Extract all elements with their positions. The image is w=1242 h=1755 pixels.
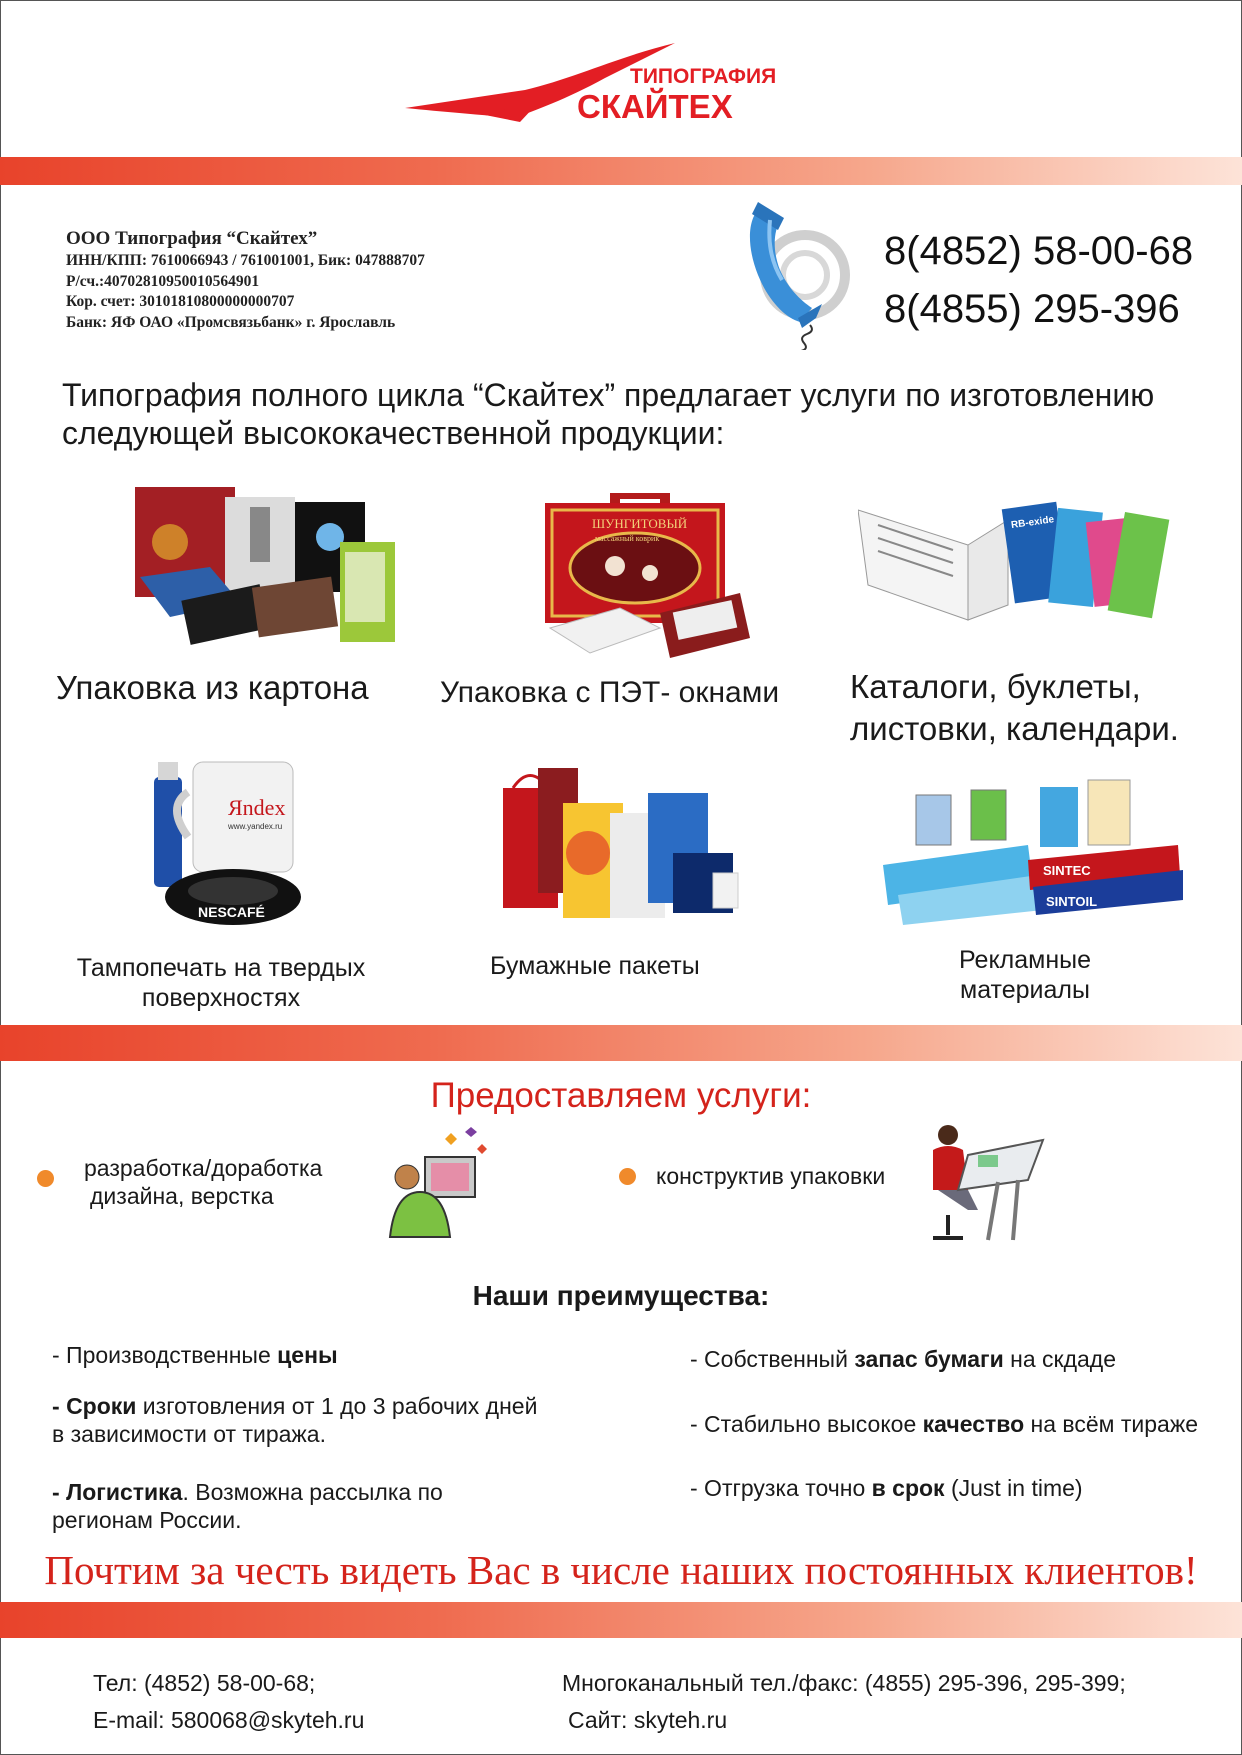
brochure-label: RB-exide bbox=[1010, 514, 1055, 532]
logo-line1: ТИПОГРАФИЯ bbox=[630, 65, 777, 88]
company-requisites bbox=[66, 227, 425, 333]
advantage-paper-bold: запас бумаги bbox=[854, 1346, 1004, 1372]
corr-account: Кор. счет: 30101810800000000707 bbox=[66, 293, 295, 310]
advantage-on-time bbox=[690, 1474, 1083, 1502]
top-gradient-band bbox=[0, 157, 1242, 185]
service-design bbox=[84, 1154, 322, 1210]
advantage-terms bbox=[52, 1392, 537, 1448]
advantage-logistics-bold: Логистика bbox=[66, 1479, 183, 1505]
advantage-quality bbox=[690, 1410, 1238, 1438]
advantage-terms-bold: Сроки bbox=[66, 1393, 137, 1419]
settlement-account: Р/сч.:40702810950010564901 bbox=[66, 272, 260, 290]
intro-text: Типография полного цикла “Скайтех” предлагает услуги по изготовлению следующей высококачественной продукции: bbox=[62, 377, 1155, 451]
catalogs-booklets-image bbox=[858, 490, 1170, 630]
ashtray-logo: NESCAFÉ bbox=[198, 904, 265, 920]
phone-2[interactable]: 8(4855) 295-396 bbox=[884, 287, 1180, 331]
product-title-paper-bags: Бумажные пакеты bbox=[490, 952, 700, 980]
bullet-icon bbox=[37, 1170, 54, 1187]
advantage-ontime-bold: в срок bbox=[871, 1475, 945, 1501]
advantage-paper-post: на скдаде bbox=[1003, 1346, 1116, 1372]
cardboard-packaging-image bbox=[130, 482, 405, 657]
bottom-gradient-band bbox=[0, 1602, 1242, 1638]
logo-line2: СКАЙТЕХ bbox=[577, 88, 733, 125]
footer-email[interactable]: E-mail: 580068@skyteh.ru bbox=[93, 1707, 365, 1733]
pad-line-1: Тампопечать на твердых bbox=[76, 954, 366, 982]
footer-phone[interactable]: Тел: (4852) 58-00-68; bbox=[93, 1670, 316, 1696]
middle-gradient-band bbox=[0, 1025, 1242, 1061]
advantage-quality-post: на всём тираже bbox=[1024, 1411, 1199, 1437]
advantage-prices-bold: цены bbox=[277, 1342, 338, 1368]
advantage-terms-text: изготовления от 1 до 3 рабочих дней bbox=[136, 1393, 538, 1419]
promo-line-1: Рекламные bbox=[958, 946, 1092, 974]
telephone-receiver-icon bbox=[740, 200, 850, 350]
product-title-pet: Упаковка с ПЭТ- окнами bbox=[440, 676, 780, 709]
advantage-ontime-post: (Just in time) bbox=[944, 1475, 1083, 1501]
product-title-promo bbox=[920, 945, 1130, 1005]
engineer-at-drafting-table-illustration bbox=[918, 1120, 1048, 1245]
designer-at-computer-illustration bbox=[385, 1127, 495, 1245]
pet-box-label-2: массажный коврик bbox=[595, 534, 660, 543]
footer-multichannel-phone[interactable]: Многоканальный тел./факс: (4855) 295-396, 295-399; bbox=[562, 1670, 1126, 1696]
bullet-icon bbox=[619, 1168, 636, 1185]
advantage-logistics bbox=[52, 1478, 443, 1534]
pad-line-2: поверхностях bbox=[141, 984, 301, 1012]
closing-slogan: Почтим за честь видеть Вас в числе наших постоянных клиентов! bbox=[44, 1547, 1198, 1593]
advantage-terms-dash: - bbox=[52, 1393, 67, 1419]
advantage-quality-bold: качество bbox=[922, 1411, 1025, 1437]
skyteh-logo bbox=[405, 38, 805, 128]
paper-bags-image bbox=[498, 763, 746, 927]
footer-website[interactable]: Сайт: skyteh.ru bbox=[568, 1707, 728, 1733]
phone-numbers bbox=[884, 222, 1193, 338]
advantages-title: Наши преимущества: bbox=[472, 1280, 770, 1311]
company-name: ООО Типография “Скайтех” bbox=[66, 228, 318, 249]
pet-window-packaging-image bbox=[540, 488, 760, 668]
promo-materials-image bbox=[878, 775, 1188, 930]
catalogs-line-1: Каталоги, буклеты, bbox=[850, 668, 1141, 705]
mug-url: www.yandex.ru bbox=[228, 822, 283, 831]
advantage-paper-text: - Собственный bbox=[690, 1346, 855, 1372]
services-title: Предоставляем услуги: bbox=[430, 1076, 812, 1115]
product-title-pad-printing bbox=[60, 953, 382, 1013]
advantage-ontime-text: - Отгрузка точно bbox=[690, 1475, 872, 1501]
advantage-logistics-dash: - bbox=[52, 1479, 67, 1505]
product-title-cardboard: Упаковка из картона bbox=[56, 669, 369, 706]
product-title-catalogs bbox=[850, 666, 1179, 750]
bank-name: Банк: ЯФ ОАО «Промсвязьбанк» г. Ярославль bbox=[66, 313, 396, 331]
pet-box-label-1: ШУНГИТОВЫЙ bbox=[592, 516, 688, 531]
inn-kpp: ИНН/КПП: 7610066943 / 761001001, Бик: 047888707 bbox=[66, 252, 425, 269]
promo-line-2: материалы bbox=[960, 976, 1090, 1004]
phone-1[interactable]: 8(4852) 58-00-68 bbox=[884, 229, 1194, 273]
advantage-quality-text: - Стабильно высокое bbox=[690, 1411, 923, 1437]
advantage-logistics-line-2: регионам России. bbox=[52, 1507, 242, 1533]
advantage-logistics-text: . Возможна рассылка по bbox=[182, 1479, 443, 1505]
banner-label-1: SINTEC bbox=[1043, 863, 1091, 878]
service-construction: конструктив упаковки bbox=[656, 1163, 886, 1189]
pad-printing-image bbox=[148, 757, 308, 929]
banner-label-2: SINTOIL bbox=[1046, 894, 1098, 909]
catalogs-line-2: листовки, календари. bbox=[850, 710, 1179, 747]
advantage-paper-stock bbox=[690, 1345, 1116, 1373]
service-design-line-1: разработка/доработка bbox=[84, 1155, 323, 1181]
service-design-line-2: дизайна, верстка bbox=[90, 1183, 274, 1209]
advantage-prices bbox=[52, 1341, 338, 1369]
advantage-prices-text: - Производственные bbox=[52, 1342, 278, 1368]
mug-logo: Яndex bbox=[228, 795, 286, 820]
advantage-terms-line-2: в зависимости от тиража. bbox=[52, 1421, 326, 1447]
